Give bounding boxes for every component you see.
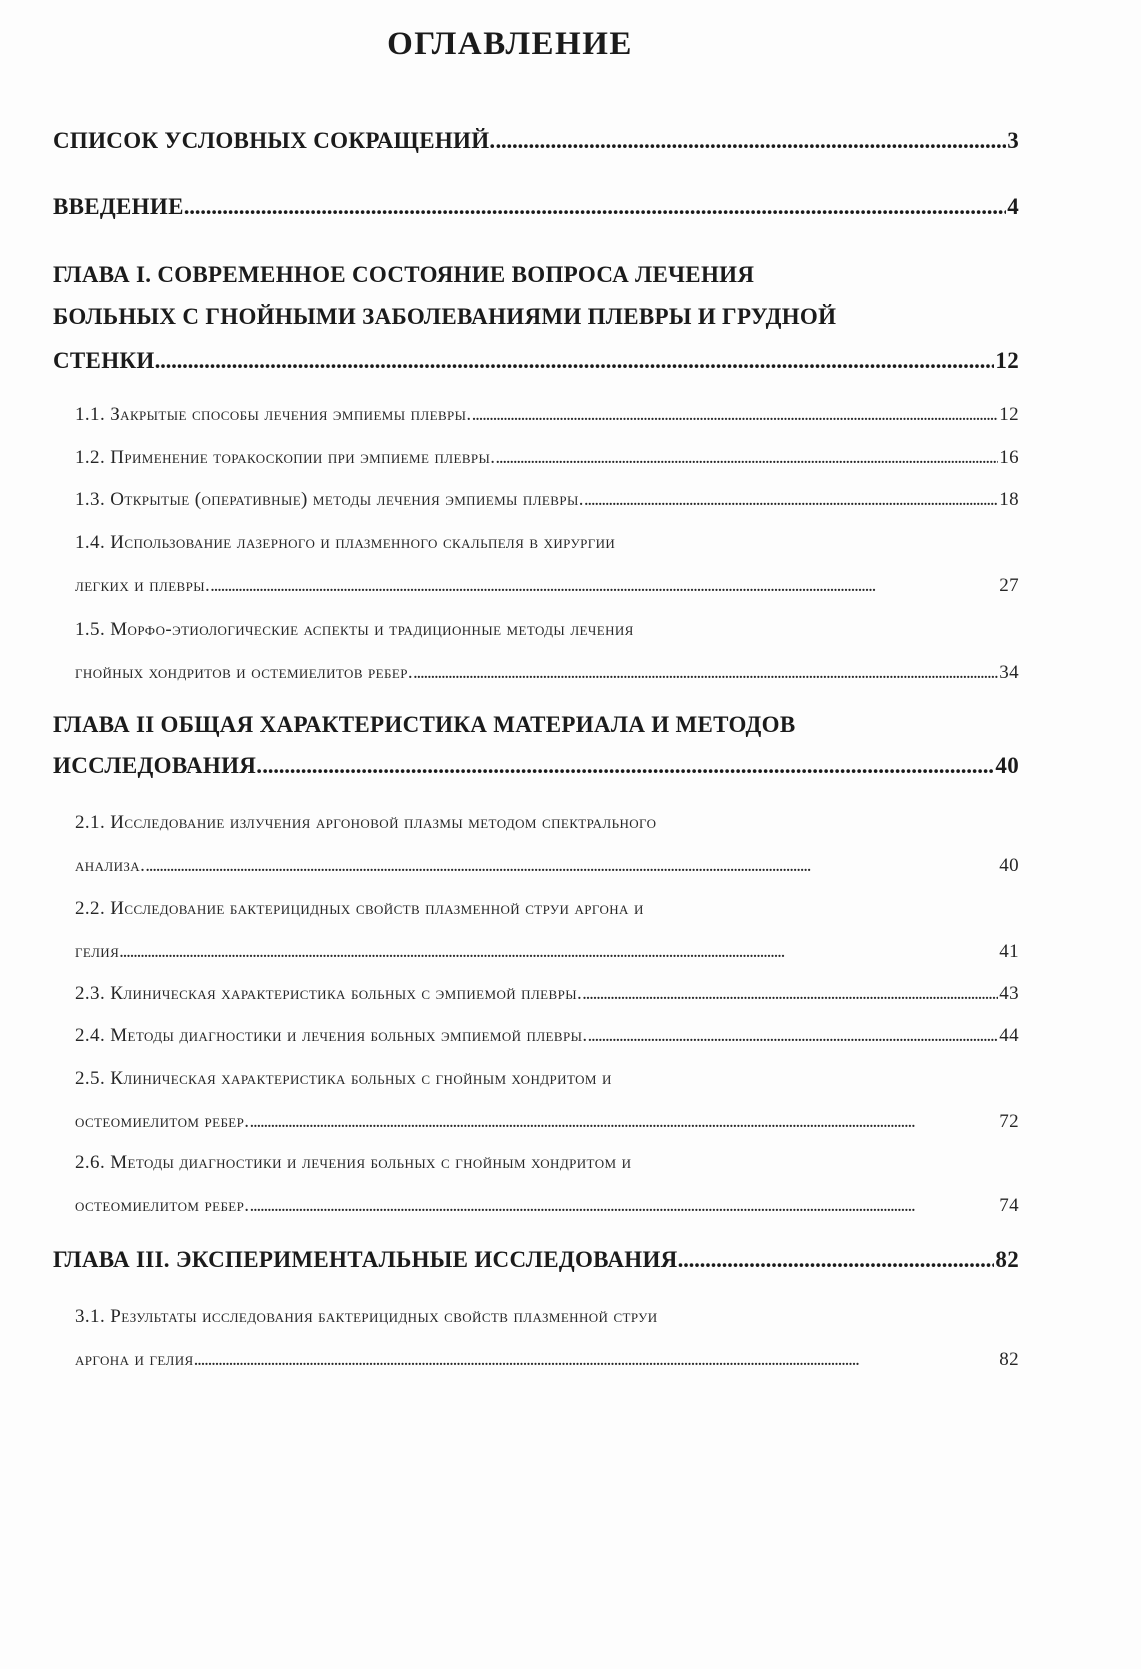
toc-page-number: 4 [1007, 194, 1019, 219]
toc-entry-title: 2.3. Клиническая характеристика больных с эмпиемой плевры. [75, 983, 583, 1004]
toc-entry-title: ГЛАВА III. ЭКСПЕРИМЕНТАЛЬНЫЕ ИССЛЕДОВАНИЯ [53, 1247, 678, 1272]
dot-leader [584, 489, 998, 511]
toc-entry-title: 2.1. Исследование излучения аргоновой плазмы методом спектрального [75, 812, 657, 833]
toc-page-number: 82 [999, 1349, 1019, 1370]
toc-entry-title: 3.1. Результаты исследования бактерицидных свойств плазменной струи [75, 1306, 658, 1327]
page-title: ОГЛАВЛЕНИЕ [387, 26, 633, 62]
dot-leader [262, 753, 994, 779]
toc-entry-title: анализа. [75, 855, 146, 876]
dot-leader [194, 1349, 999, 1371]
toc-page-number: 12 [995, 348, 1019, 373]
toc-page-number: 44 [999, 1025, 1019, 1046]
toc-entry-title: ГЛАВА I. СОВРЕМЕННОЕ СОСТОЯНИЕ ВОПРОСА ЛЕЧЕНИЯ [53, 262, 755, 287]
toc-entry-title: остеомиелитом ребер. [75, 1195, 250, 1216]
dot-leader [495, 128, 1006, 154]
dot-leader [249, 1195, 998, 1217]
toc-page-number: 72 [999, 1111, 1019, 1132]
toc-entry-title: гелия [75, 941, 120, 962]
dot-leader [582, 983, 998, 1005]
toc-entry-title: 1.1. Закрытые способы лечения эмпиемы плевры. [75, 404, 472, 425]
toc-page-number: 40 [999, 855, 1019, 876]
toc-entry-title: 2.6. Методы диагностики и лечения больных с гнойным хондритом и [75, 1152, 632, 1173]
toc-entry-line [75, 575, 1019, 603]
toc-entry-line [75, 1152, 1019, 1180]
dot-leader [472, 404, 999, 426]
toc-entry-line [75, 489, 1019, 517]
toc-entry-title: 1.5. Морфо-этиологические аспекты и традиционные методы лечения [75, 619, 634, 640]
toc-entry-title: ВВЕДЕНИЕ [53, 194, 184, 219]
toc-entry-line [53, 1247, 1019, 1281]
toc-page-number: 43 [999, 983, 1019, 1004]
dot-leader [210, 575, 998, 597]
toc-entry-title: БОЛЬНЫХ С ГНОЙНЫМИ ЗАБОЛЕВАНИЯМИ ПЛЕВРЫ И ГРУДНОЙ [53, 304, 837, 329]
toc-entry-title: легких и плевры. [75, 575, 211, 596]
toc-page-number: 27 [999, 575, 1019, 596]
toc-page-number: 3 [1007, 128, 1019, 153]
toc-entry-line [75, 812, 1019, 840]
toc-entry-line [53, 348, 1019, 382]
toc-entry-line [53, 262, 1019, 296]
toc-entry-line [53, 304, 1019, 338]
toc-entry-title: аргона и гелия [75, 1349, 194, 1370]
toc-page-number: 74 [999, 1195, 1019, 1216]
toc-entry-line [75, 532, 1019, 560]
toc-page-number: 82 [995, 1247, 1019, 1272]
toc-entry-line [75, 447, 1019, 475]
toc-entry-title: СТЕНКИ [53, 348, 155, 373]
dot-leader [678, 1247, 995, 1273]
toc-entry-title: СПИСОК УСЛОВНЫХ СОКРАЩЕНИЙ. [53, 128, 496, 153]
toc-entry-line [75, 1025, 1019, 1053]
toc-entry-line [75, 1306, 1019, 1334]
toc-entry-title: 1.4. Использование лазерного и плазменного скальпеля в хирургии [75, 532, 616, 553]
toc-entry-title: 2.5. Клиническая характеристика больных с гнойным хондритом и [75, 1068, 612, 1089]
toc-page-number: 41 [999, 941, 1019, 962]
toc-entry-line [75, 662, 1019, 690]
toc-entry-line [75, 983, 1019, 1011]
toc-entry-line [75, 855, 1019, 883]
toc-entry-title: 1.2. Применение торакоскопии при эмпиеме плевры. [75, 447, 496, 468]
toc-entry-line [75, 941, 1019, 969]
toc-page-number: 18 [999, 489, 1019, 510]
dot-leader [184, 194, 1006, 220]
toc-entry-title: ИССЛЕДОВАНИЯ. [53, 753, 263, 778]
toc-page-number: 16 [999, 447, 1019, 468]
toc-entry-line [75, 1349, 1019, 1377]
dot-leader [119, 941, 998, 963]
dot-leader [145, 855, 998, 877]
toc-entry-title: ГЛАВА II ОБЩАЯ ХАРАКТЕРИСТИКА МАТЕРИАЛА И МЕТОДОВ [53, 712, 796, 737]
dot-leader [155, 348, 995, 374]
toc-page-number: 40 [995, 753, 1019, 778]
toc-entry-line [75, 898, 1019, 926]
toc-entry-line [53, 128, 1019, 162]
dot-leader [413, 662, 998, 684]
toc-entry-line [75, 1111, 1019, 1139]
toc-entry-line [75, 1068, 1019, 1096]
dot-leader [495, 447, 998, 469]
toc-entry-title: 2.2. Исследование бактерицидных свойств плазменной струи аргона и [75, 898, 644, 919]
toc-entry-title: 2.4. Методы диагностики и лечения больных эмпиемой плевры. [75, 1025, 588, 1046]
toc-entry-line [53, 194, 1019, 228]
dot-leader [587, 1025, 998, 1047]
toc-page-number: 12 [999, 404, 1019, 425]
toc-entry-line [53, 712, 1019, 746]
toc-entry-line [75, 404, 1019, 432]
toc-entry-line [53, 753, 1019, 787]
toc-entry-title: гнойных хондритов и остемиелитов ребер. [75, 662, 414, 683]
toc-entry-line [75, 619, 1019, 647]
toc-entry-title: остеомиелитом ребер. [75, 1111, 250, 1132]
toc-entry-title: 1.3. Открытые (оперативные) методы лечения эмпиемы плевры. [75, 489, 584, 510]
toc-page-number: 34 [999, 662, 1019, 683]
dot-leader [249, 1111, 998, 1133]
toc-entry-line [75, 1195, 1019, 1223]
